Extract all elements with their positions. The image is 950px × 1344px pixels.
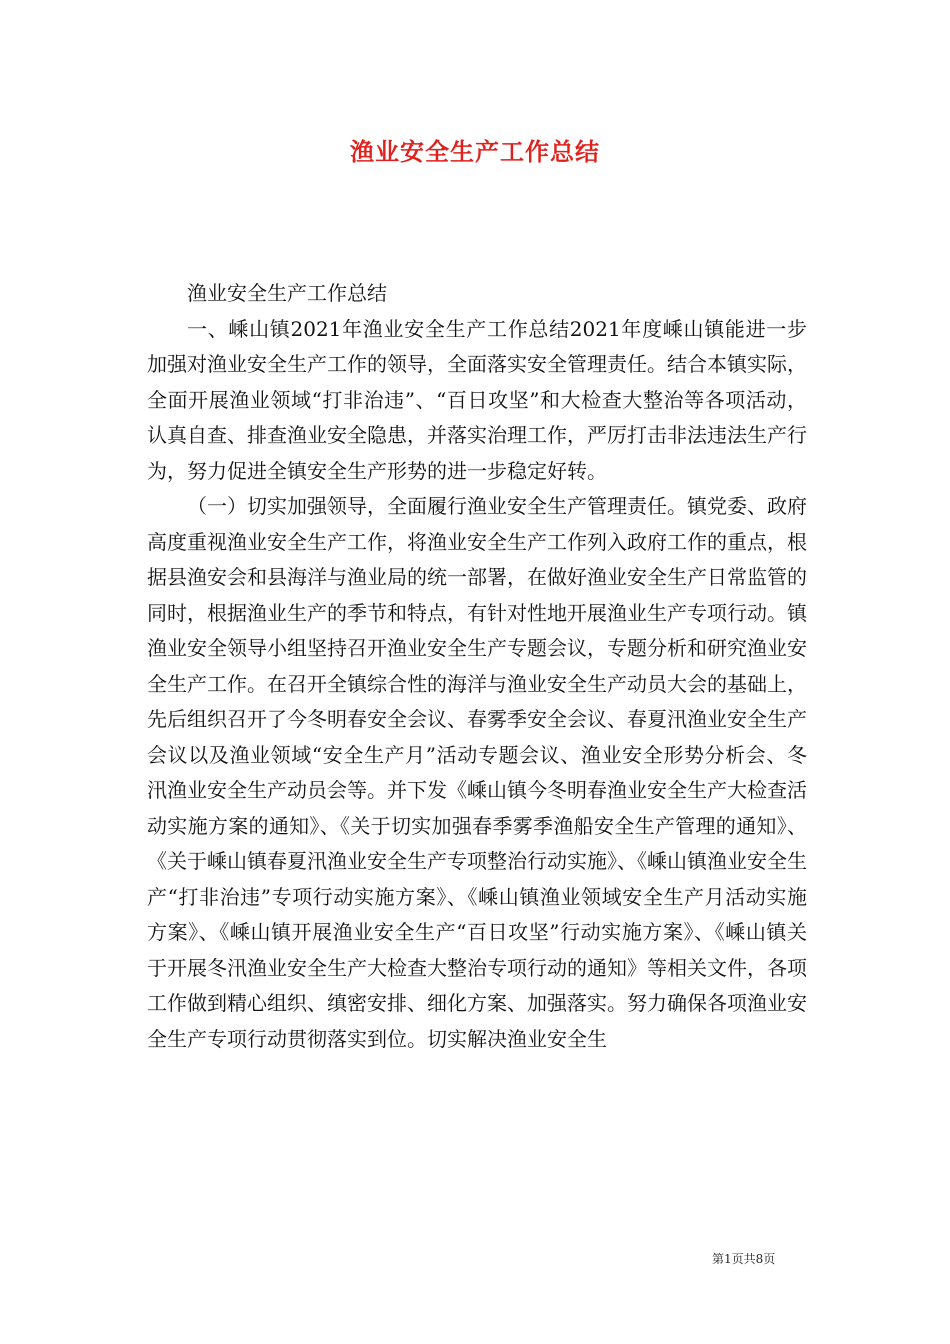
paragraph-intro: 一、嵊山镇2021年渔业安全生产工作总结2021年度嵊山镇能进一步加强对渔业安全生产工作的领导，全面落实安全管理责任。结合本镇实际，全面开展渔业领域“打非治违”、“百日攻坚”和大检查大整治等各项活动，认真自查、排查渔业安全隐患，并落实治理工作，严厉打击非法违法生产行为，努力促进全镇安全生产形势的进一步稳定好转。 bbox=[147, 316, 807, 483]
document-body bbox=[147, 276, 807, 1057]
page-number: 第1页共8页 bbox=[712, 1252, 776, 1266]
paragraph-section-one: （一）切实加强领导，全面履行渔业安全生产管理责任。镇党委、政府高度重视渔业安全生产工作，将渔业安全生产工作列入政府工作的重点，根据县渔安会和县海洋与渔业局的统一部署，在做好渔业安全生产日常监管的同时，根据渔业生产的季节和特点，有针对性地开展渔业生产专项行动。镇渔业安全领导小组坚持召开渔业安全生产专题会议，专题分析和研究渔业安全生产工作。在召开全镇综合性的海洋与渔业安全生产动员大会的基础上，先后组织召开了今冬明春安全会议、春雾季安全会议、春夏汛渔业安全生产会议以及渔业领域“安全生产月”活动专题会议、渔业安全形势分析会、冬汛渔业安全生产动员会等。并下发《嵊山镇今冬明春渔业安全生产大检查活动实施方案的通知》、《关于切实加强春季雾季渔船安全生产管理的通知》、《关于嵊山镇春夏汛渔业安全生产专项整治行动实施》、《嵊山镇渔业安全生产“打非治违”专项行动实施方案》、《嵊山镇渔业领域安全生产月活动实施方案》、《嵊山镇开展渔业安全生产“百日攻坚”行动实施方案》、《嵊山镇关于开展冬汛渔业安全生产大检查大整治专项行动的通知》等相关文件，各项工作做到精心组织、缜密安排、细化方案、加强落实。努力确保各项渔业安全生产专项行动贯彻落实到位。切实解决渔业安全生 bbox=[147, 494, 807, 1051]
paragraph-heading: 渔业安全生产工作总结 bbox=[187, 281, 387, 305]
document-title: 渔业安全生产工作总结 bbox=[350, 137, 600, 166]
